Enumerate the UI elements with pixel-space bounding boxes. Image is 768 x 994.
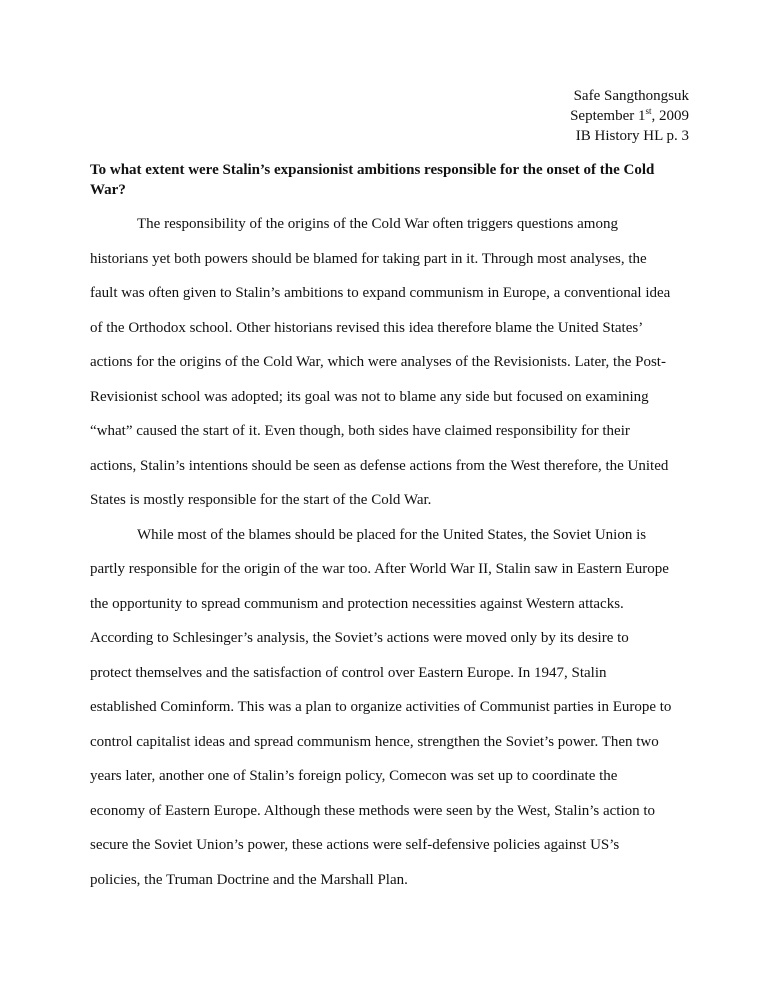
text-line: the opportunity to spread communism and protection necessities against Western attacks. — [90, 595, 624, 612]
text-line: of the Orthodox school. Other historians revised this idea therefore blame the United States’ — [90, 319, 644, 336]
text-line: actions for the origins of the Cold War, which were analyses of the Revisionists. Later, the Post- — [90, 354, 666, 370]
question-line: War? — [90, 182, 126, 198]
text-line: The responsibility of the origins of the Cold War often triggers questions among — [137, 216, 618, 232]
date-prefix: September 1 — [570, 108, 646, 124]
header-block — [449, 86, 689, 146]
text-line: control capitalist ideas and spread communism hence, strengthen the Soviet’s power. Then two — [90, 733, 659, 750]
essay-question — [90, 160, 680, 200]
paragraph-2 — [90, 518, 682, 898]
text-line: According to Schlesinger’s analysis, the Soviet’s actions were moved only by its desire to — [90, 630, 629, 646]
text-line: States is mostly responsible for the start of the Cold War. — [90, 492, 432, 508]
text-line: secure the Soviet Union’s power, these actions were self-defensive policies against US’s — [90, 837, 620, 853]
text-line: While most of the blames should be placed for the United States, the Soviet Union is — [137, 526, 647, 543]
document-date — [449, 106, 689, 126]
essay-body — [90, 207, 682, 897]
text-line: policies, the Truman Doctrine and the Marshall Plan. — [90, 871, 408, 888]
text-line: historians yet both powers should be blamed for taking part in it. Through most analyses, the — [90, 250, 647, 267]
date-suffix: , 2009 — [651, 108, 689, 124]
author-name: Safe Sangthongsuk — [573, 88, 689, 104]
text-line: economy of Eastern Europe. Although these methods were seen by the West, Stalin’s action to — [90, 802, 656, 819]
text-line: actions, Stalin’s intentions should be seen as defense actions from the West therefore, the United — [90, 457, 669, 474]
text-line: years later, another one of Stalin’s foreign policy, Comecon was set up to coordinate the — [90, 768, 618, 784]
text-line: protect themselves and the satisfaction of control over Eastern Europe. In 1947, Stalin — [90, 664, 607, 681]
question-line: To what extent were Stalin’s expansionist ambitions responsible for the onset of the Cold — [90, 162, 655, 178]
date-ordinal: st — [645, 106, 652, 116]
text-line: fault was often given to Stalin’s ambitions to expand communism in Europe, a conventional idea — [90, 285, 671, 301]
text-line: established Cominform. This was a plan to organize activities of Communist parties in Europe to — [90, 699, 672, 715]
paragraph-1 — [90, 207, 682, 518]
course-name: IB History HL p. 3 — [575, 128, 689, 144]
text-line: partly responsible for the origin of the war too. After World War II, Stalin saw in Eastern Europe — [90, 561, 669, 577]
text-line: Revisionist school was adopted; its goal was not to blame any side but focused on examining — [90, 388, 649, 405]
text-line: “what” caused the start of it. Even though, both sides have claimed responsibility for their — [90, 423, 630, 439]
